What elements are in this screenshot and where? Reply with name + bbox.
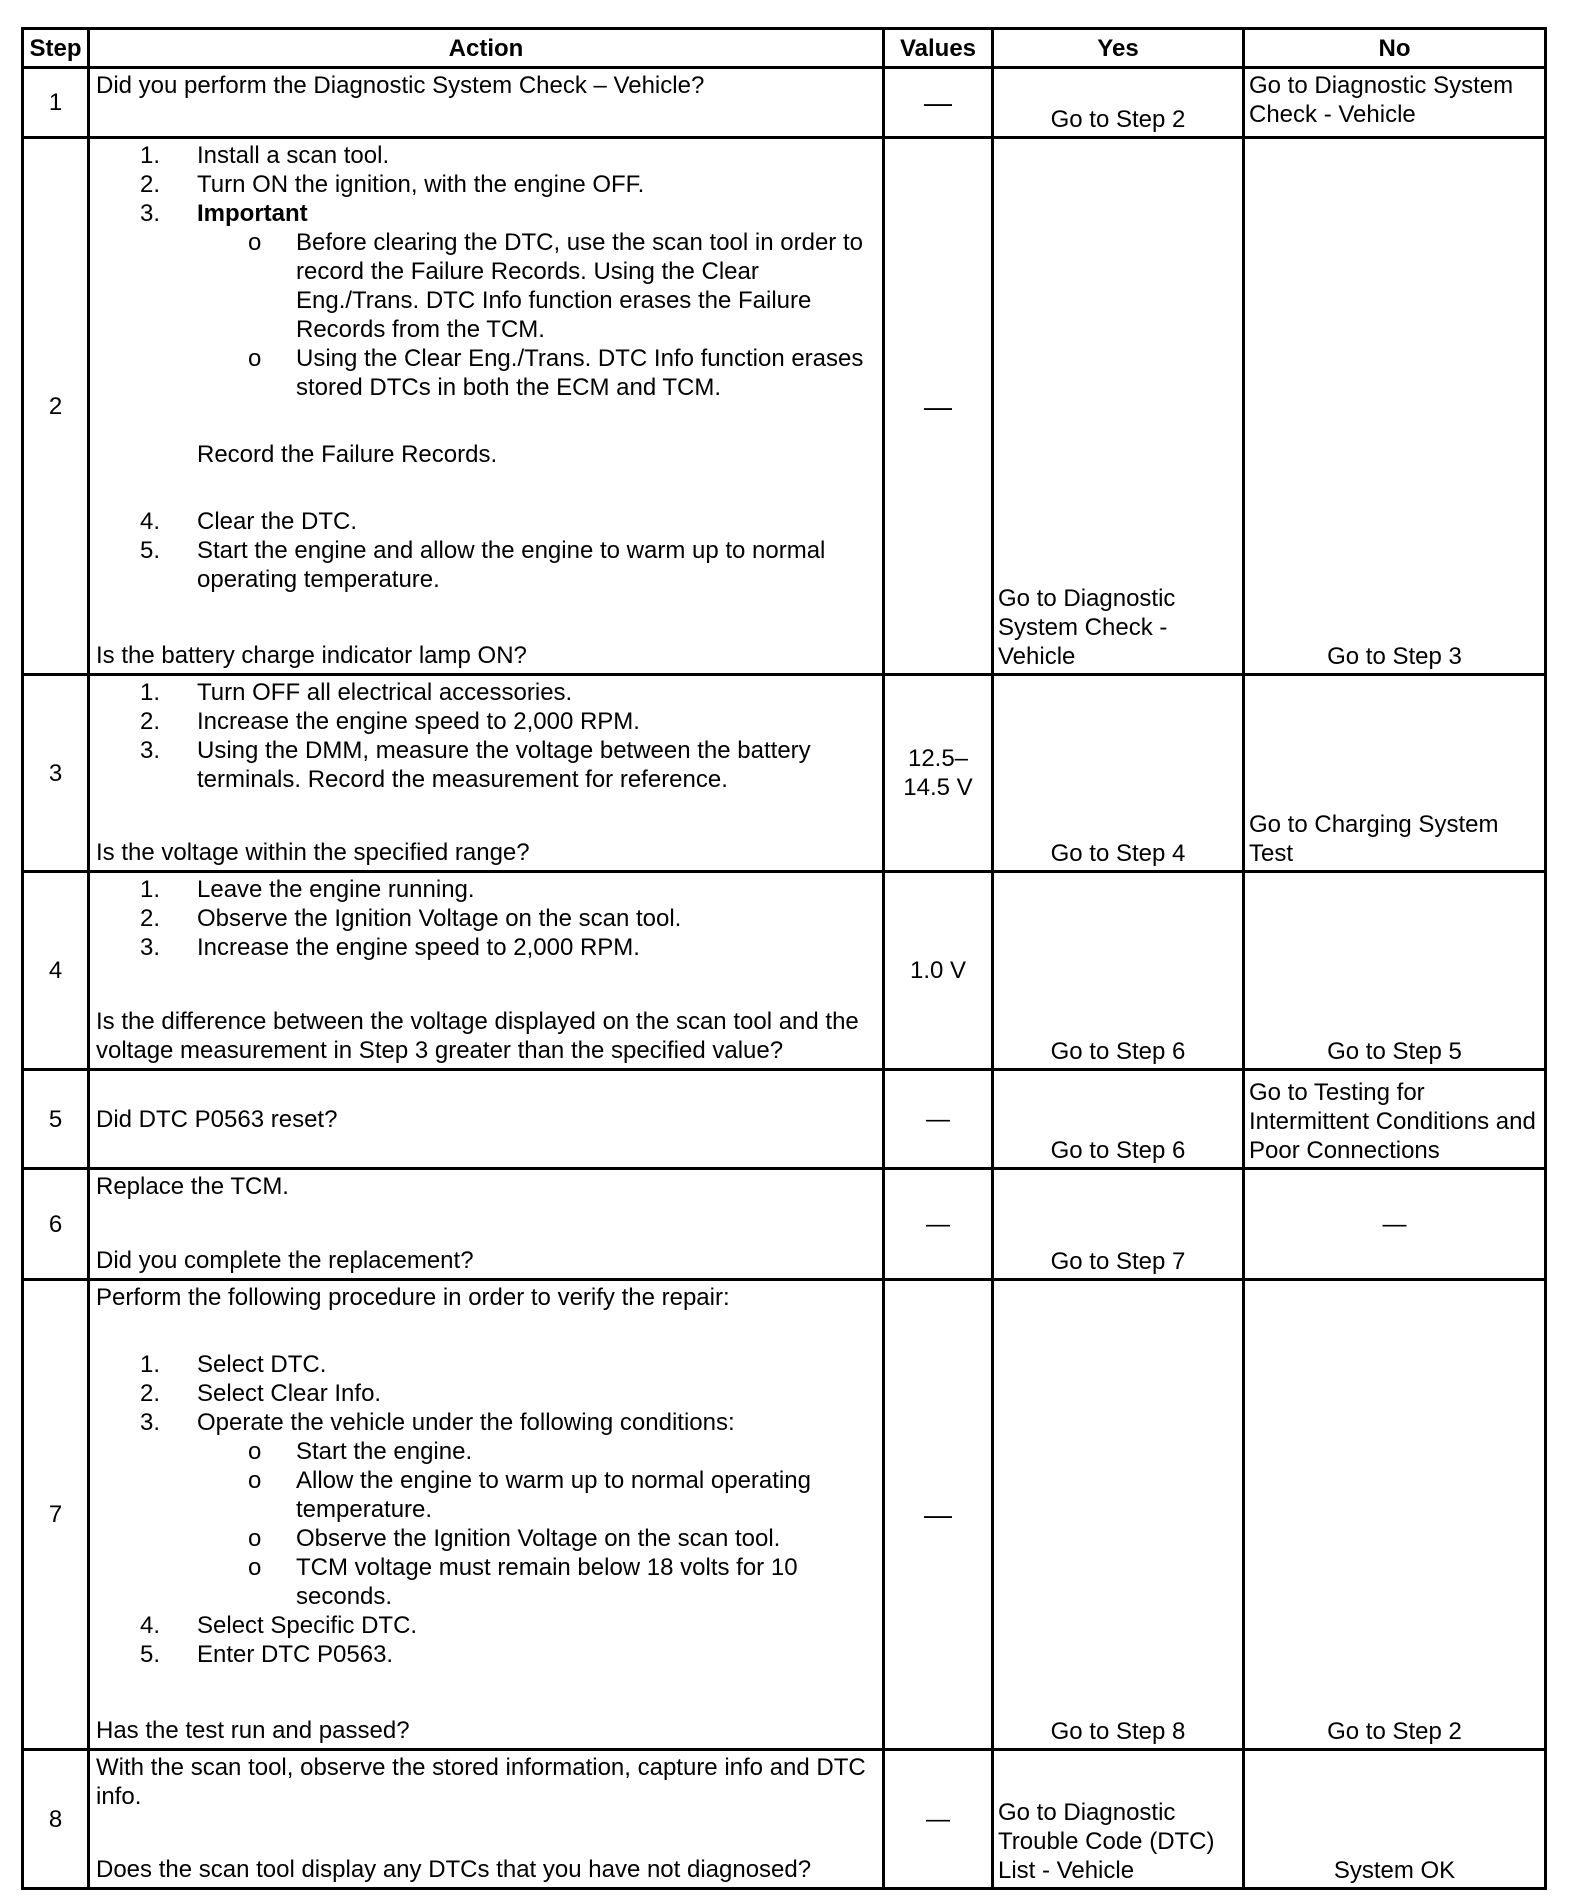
procedure-list [96, 141, 876, 402]
action-cell [89, 1169, 884, 1280]
yes-cell: Go to Step 7 [993, 1169, 1244, 1280]
table-row-step-5 [23, 1070, 1546, 1169]
yes-cell: Go to Diagnostic System Check - Vehicle [993, 138, 1244, 675]
yes-cell: Go to Step 6 [993, 872, 1244, 1070]
yes-cell: Go to Step 4 [993, 675, 1244, 872]
sub-item: o Observe the Ignition Voltage on the scan tool. [248, 1525, 781, 1552]
list-item: 3. Increase the engine speed to 2,000 RPM. [140, 934, 640, 961]
list-item: 5. Start the engine and allow the engine to warm up to normal operating temperature. [140, 537, 826, 593]
header-no: No [1244, 29, 1546, 68]
list-item: 3. Important o Before clearing the DTC, use the scan tool in order to record the Failure Records. Using the Clear Eng./Trans. DTC Info function erases the Failure Records from the TCM. o Using the Clear Eng./Trans. DTC Info function erases stored DTCs in both the ECM and TCM. [96, 199, 876, 402]
table-row-step-8 [23, 1750, 1546, 1889]
list-item: 3. Using the DMM, measure the voltage between the battery terminals. Record the measurement for reference. [140, 737, 811, 793]
step-number: 8 [23, 1750, 89, 1889]
list-item: 2. Observe the Ignition Voltage on the scan tool. [140, 905, 682, 932]
question: Is the battery charge indicator lamp ON? [96, 642, 527, 669]
question: Did DTC P0563 reset? [96, 1105, 338, 1133]
sub-item: o TCM voltage must remain below 18 volts for 10 seconds. [248, 1554, 798, 1610]
action-cell [89, 138, 884, 675]
sub-item: o Before clearing the DTC, use the scan tool in order to record the Failure Records. Using the Clear Eng./Trans. DTC Info function erases the Failure Records from the TCM. [248, 229, 863, 343]
sub-item: o Start the engine. [248, 1438, 473, 1465]
step-number: 5 [23, 1070, 89, 1169]
step-number: 1 [23, 68, 89, 138]
procedure-list [96, 1350, 876, 1669]
action-cell [89, 1750, 884, 1889]
question: Does the scan tool display any DTCs that you have not diagnosed? [96, 1856, 812, 1883]
yes-cell: Go to Step 6 [993, 1070, 1244, 1169]
yes-cell: Go to Diagnostic Trouble Code (DTC) List - Vehicle [993, 1750, 1244, 1889]
no-cell: Go to Step 2 [1244, 1280, 1546, 1750]
list-item: 4. Select Specific DTC. [140, 1612, 418, 1639]
list-item: 5. Enter DTC P0563. [140, 1641, 394, 1668]
no-cell: Go to Charging System Test [1244, 675, 1546, 872]
values-cell: — [884, 1070, 993, 1169]
table-row-step-7 [23, 1280, 1546, 1750]
step-number: 2 [23, 138, 89, 675]
no-cell: Go to Diagnostic System Check - Vehicle [1244, 68, 1546, 138]
diagnostic-table-container [21, 27, 1547, 1890]
sub-list [197, 228, 876, 402]
list-item: 4. Clear the DTC. [140, 508, 358, 535]
procedure-list [96, 678, 876, 794]
action-cell [89, 68, 884, 138]
values-cell: — [884, 138, 993, 675]
no-cell: System OK [1244, 1750, 1546, 1889]
list-item: 2. Increase the engine speed to 2,000 RPM. [140, 708, 640, 735]
list-item: 1. Leave the engine running. [140, 876, 475, 903]
header-values: Values [884, 29, 993, 68]
question: Did you perform the Diagnostic System Check – Vehicle? [96, 72, 705, 99]
table-row-step-6 [23, 1169, 1546, 1280]
header-action: Action [89, 29, 884, 68]
action-cell [89, 1280, 884, 1750]
table-row-step-2 [23, 138, 1546, 675]
no-cell: Go to Step 3 [1244, 138, 1546, 675]
table-row-step-3 [23, 675, 1546, 872]
yes-cell: Go to Step 8 [993, 1280, 1244, 1750]
instruction: Replace the TCM. [96, 1173, 289, 1200]
action-cell [89, 1070, 884, 1169]
question: Is the voltage within the specified range? [96, 839, 530, 866]
step-number: 3 [23, 675, 89, 872]
question: Is the difference between the voltage displayed on the scan tool and the voltage measurement in Step 3 greater than the specified value? [96, 1008, 859, 1064]
list-item: 1. Select DTC. [140, 1351, 327, 1378]
values-cell: — [884, 1169, 993, 1280]
procedure-list-continued [96, 507, 876, 594]
list-item: 1. Install a scan tool. [140, 142, 390, 169]
record-instruction: Record the Failure Records. [197, 441, 498, 468]
no-cell: Go to Testing for Intermittent Conditions and Poor Connections [1244, 1070, 1546, 1169]
values-cell: 12.5–14.5 V [884, 675, 993, 872]
step-number: 6 [23, 1169, 89, 1280]
sub-item: o Using the Clear Eng./Trans. DTC Info function erases stored DTCs in both the ECM and TCM. [248, 345, 864, 401]
table-row-step-1 [23, 68, 1546, 138]
step-number: 7 [23, 1280, 89, 1750]
no-cell: — [1244, 1169, 1546, 1280]
yes-cell: Go to Step 2 [993, 68, 1244, 138]
header-row [23, 29, 1546, 68]
list-item: 1. Turn OFF all electrical accessories. [140, 679, 573, 706]
header-step: Step [23, 29, 89, 68]
values-cell: — [884, 1280, 993, 1750]
list-item: 2. Select Clear Info. [140, 1380, 382, 1407]
sub-list [197, 1437, 876, 1611]
list-item: 2. Turn ON the ignition, with the engine OFF. [140, 171, 645, 198]
intro: Perform the following procedure in order to verify the repair: [96, 1284, 730, 1311]
values-cell: — [884, 68, 993, 138]
values-cell: 1.0 V [884, 872, 993, 1070]
action-cell [89, 675, 884, 872]
step-number: 4 [23, 872, 89, 1070]
question: Has the test run and passed? [96, 1717, 410, 1744]
sub-item: o Allow the engine to warm up to normal operating temperature. [248, 1467, 811, 1523]
table-row-step-4 [23, 872, 1546, 1070]
intro: With the scan tool, observe the stored information, capture info and DTC info. [96, 1754, 866, 1810]
values-cell: — [884, 1750, 993, 1889]
action-cell [89, 872, 884, 1070]
no-cell: Go to Step 5 [1244, 872, 1546, 1070]
question: Did you complete the replacement? [96, 1247, 474, 1274]
list-item: 3. Operate the vehicle under the following conditions: o Start the engine. o Allow the engine to warm up to normal operating temperature. o Observe the Ignition Voltage on the scan tool. o TCM voltage must remain below 18 volts for 10 seconds. [96, 1408, 876, 1611]
procedure-list [96, 875, 876, 962]
header-yes: Yes [993, 29, 1244, 68]
diagnostic-table [21, 27, 1547, 1890]
important-label: Important [197, 200, 308, 227]
